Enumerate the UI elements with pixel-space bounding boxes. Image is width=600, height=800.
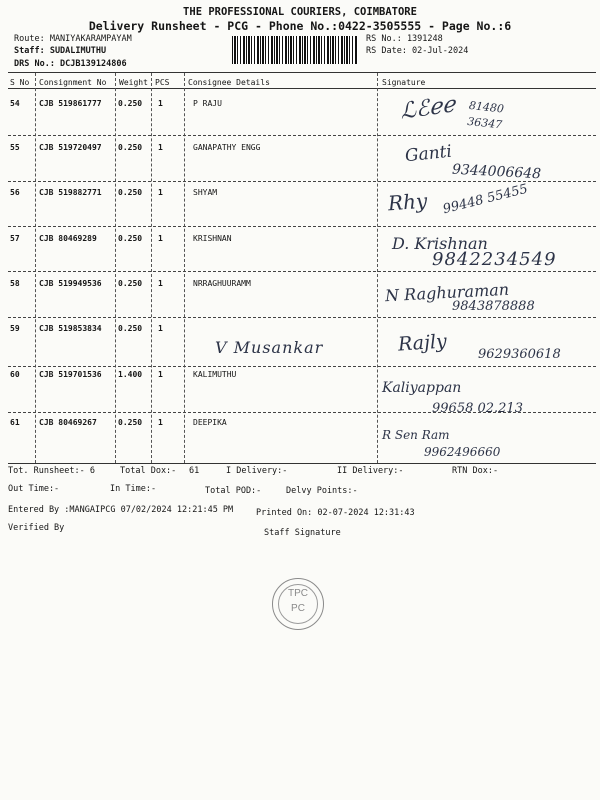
- row-sno: 58: [10, 279, 20, 288]
- printed-on: Printed On: 02-07-2024 12:31:43: [256, 508, 415, 518]
- row-divider: [8, 226, 596, 227]
- row-signature: Ganti: [404, 141, 453, 167]
- row-consignment-no: CJB 519720497: [39, 143, 102, 152]
- total-dox-label: Total Dox:-: [120, 466, 177, 476]
- ii-delivery: II Delivery:-: [337, 466, 404, 476]
- row-weight: 1.400: [118, 370, 143, 379]
- row-handwritten-note: 9962496660: [424, 445, 501, 459]
- row-consignment-no: CJB 519949536: [39, 279, 102, 288]
- row-signature: Rhy: [387, 188, 429, 216]
- row-signature: Rajly: [397, 330, 448, 356]
- row-signature: R Sen Ram: [382, 428, 450, 442]
- row-signature: N Raghuraman: [384, 279, 510, 306]
- row-weight: 0.250: [118, 279, 143, 288]
- runsheet-title: Delivery Runsheet - PCG - Phone No.:0422-3505555 - Page No.:6: [88, 19, 512, 33]
- row-consignment-no: CJB 519861777: [39, 99, 102, 108]
- barcode: [232, 36, 358, 64]
- drs-number: DRS No.: DCJB139124806: [14, 59, 127, 69]
- row-weight: 0.250: [118, 418, 143, 427]
- row-divider: [8, 317, 596, 318]
- col-header-consignee: Consignee Details: [188, 78, 270, 87]
- col-header-signature: Signature: [382, 78, 426, 87]
- row-consignee: KALIMUTHU: [193, 370, 237, 379]
- staff-label: Staff: SUDALIMUTHU: [14, 46, 107, 56]
- company-title: THE PROFESSIONAL COURIERS, COIMBATORE: [183, 6, 417, 18]
- column-divider: [151, 73, 152, 463]
- entered-by: Entered By :MANGAIPCG 07/02/2024 12:21:45 PM: [8, 505, 234, 515]
- total-pod: Total POD:-: [205, 486, 262, 496]
- row-consignee: DEEPIKA: [193, 418, 227, 427]
- row-weight: 0.250: [118, 188, 143, 197]
- row-sno: 57: [10, 234, 20, 243]
- row-consignment-no: CJB 80469267: [39, 418, 97, 427]
- row-consignment-no: CJB 519853834: [39, 324, 102, 333]
- row-handwritten-note: 9344006648: [451, 161, 542, 183]
- row-signature: D. Krishnan: [392, 234, 488, 253]
- row-pcs: 1: [158, 188, 163, 197]
- column-divider: [377, 73, 378, 463]
- row-signature: Kaliyappan: [382, 380, 462, 396]
- row-handwritten-note: 9629360618: [478, 347, 561, 362]
- tot-runsheet: Tot. Runsheet:- 6: [8, 466, 95, 476]
- rs-number: RS No.: 1391248: [366, 34, 443, 44]
- row-handwritten-note: 99448 55455: [441, 181, 530, 218]
- row-sno: 56: [10, 188, 20, 197]
- row-consignment-no: CJB 80469289: [39, 234, 97, 243]
- row-pcs: 1: [158, 279, 163, 288]
- table-header-rule: [8, 88, 596, 89]
- col-header-consignment: Consignment No: [39, 78, 107, 87]
- row-consignment-no: CJB 519882771: [39, 188, 102, 197]
- rtn-dox: RTN Dox:-: [452, 466, 499, 476]
- route-label: Route: MANIYAKARAMPAYAM: [14, 34, 132, 44]
- table-top-rule: [8, 72, 596, 73]
- row-pcs: 1: [158, 143, 163, 152]
- row-consignee: KRISHNAN: [193, 234, 232, 243]
- row-sno: 59: [10, 324, 20, 333]
- row-consignment-no: CJB 519701536: [39, 370, 102, 379]
- row-consignee: SHYAM: [193, 188, 218, 197]
- column-divider: [184, 73, 185, 463]
- total-dox-value: 61: [189, 466, 200, 476]
- stamp-line1: TPC: [288, 588, 308, 599]
- company-stamp: [272, 578, 324, 630]
- column-divider: [115, 73, 116, 463]
- verified-by: Verified By: [8, 523, 65, 533]
- row-pcs: 1: [158, 370, 163, 379]
- row-consignee: P RAJU: [193, 99, 222, 108]
- row-signature: ℒℰℯℯ: [398, 92, 457, 125]
- row-weight: 0.250: [118, 99, 143, 108]
- row-pcs: 1: [158, 234, 163, 243]
- in-time: In Time:-: [110, 484, 157, 494]
- row-sno: 54: [10, 99, 20, 108]
- delvy-points: Delvy Points:-: [286, 486, 358, 496]
- i-delivery: I Delivery:-: [226, 466, 288, 476]
- row-divider: [8, 181, 596, 182]
- row-handwritten-consignee: V Musankar: [215, 338, 324, 357]
- row-weight: 0.250: [118, 234, 143, 243]
- column-divider: [35, 73, 36, 463]
- row-divider: [8, 135, 596, 136]
- stamp-line2: PC: [291, 603, 305, 614]
- row-weight: 0.250: [118, 324, 143, 333]
- col-header-sno: S No: [10, 78, 30, 87]
- out-time: Out Time:-: [8, 484, 60, 494]
- row-sno: 60: [10, 370, 20, 379]
- row-consignee: NRRAGHUURAMM: [193, 279, 251, 288]
- row-divider: [8, 271, 596, 272]
- row-handwritten-note: 9842234549: [432, 249, 557, 270]
- row-sno: 55: [10, 143, 20, 152]
- table-bottom-rule: [8, 463, 596, 464]
- row-consignee: GANAPATHY ENGG: [193, 143, 261, 152]
- row-pcs: 1: [158, 99, 163, 108]
- rs-date: RS Date: 02-Jul-2024: [366, 46, 469, 56]
- col-header-weight: Weight: [119, 78, 148, 87]
- col-header-pcs: PCS: [155, 78, 170, 87]
- row-weight: 0.250: [118, 143, 143, 152]
- row-divider: [8, 412, 596, 413]
- row-pcs: 1: [158, 324, 163, 333]
- row-handwritten-note: 81480 36347: [466, 98, 505, 132]
- row-handwritten-note: 99658 02.213: [432, 401, 523, 416]
- row-divider: [8, 366, 596, 367]
- staff-signature-label: Staff Signature: [264, 528, 341, 538]
- row-pcs: 1: [158, 418, 163, 427]
- row-handwritten-note: 9843878888: [452, 299, 535, 314]
- row-sno: 61: [10, 418, 20, 427]
